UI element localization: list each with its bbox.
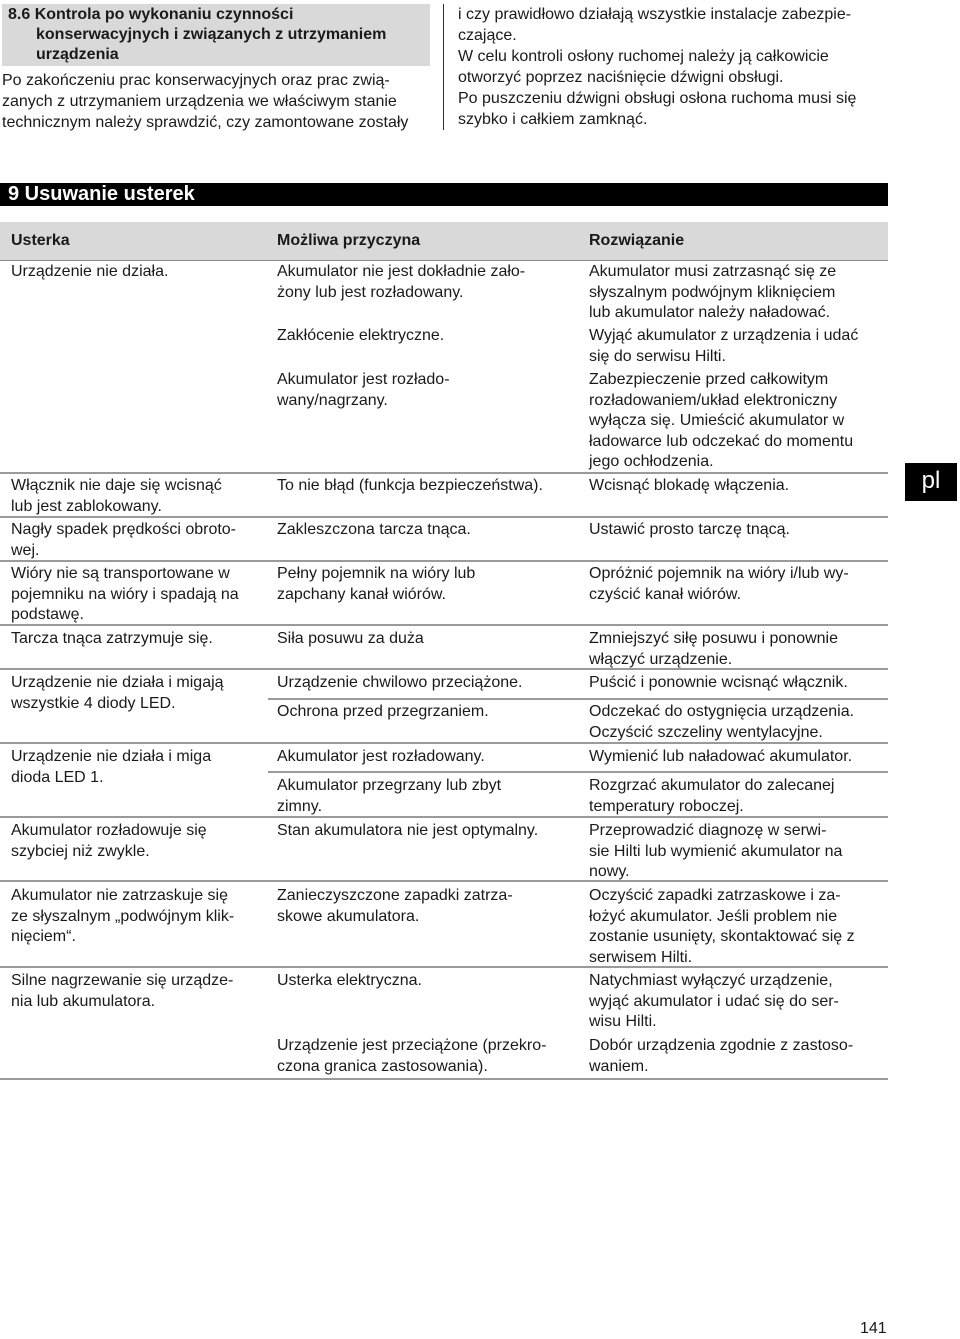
cell-line: Stan akumulatora nie jest optymalny.: [277, 822, 539, 839]
cell-line: rozładowaniem/układ elektroniczny: [589, 391, 838, 409]
cell-line: pojemniku na wióry i spadają na: [11, 585, 239, 603]
cause-cell: [277, 821, 538, 842]
row-divider: [0, 880, 888, 882]
cell-line: Zanieczyszczone zapadki zatrza-: [277, 887, 513, 904]
row-divider: [0, 742, 888, 744]
cause-cell: [277, 886, 513, 927]
cell-line: Dobór urządzenia zgodnie z zastoso-: [589, 1037, 854, 1054]
paragraph-line: czające.: [458, 27, 517, 44]
solution-cell: [589, 776, 834, 817]
cause-cell: [277, 776, 501, 817]
cell-line: ładowarce lub odczekać do momentu: [589, 432, 854, 450]
fault-cell: [11, 520, 236, 561]
cell-line: jego ochłodzenia.: [589, 453, 714, 470]
cell-line: Zakłócenie elektryczne.: [277, 327, 445, 344]
cell-line: Urządzenie jest przeciążone (przekro-: [277, 1037, 547, 1054]
fault-cell: [11, 262, 168, 283]
cell-line: zimny.: [277, 797, 323, 815]
cell-line: temperatury roboczej.: [589, 797, 744, 815]
solution-cell: [589, 629, 838, 670]
cell-line: To nie błąd (funkcja bezpieczeństwa).: [277, 477, 543, 494]
cell-line: Zabezpieczenie przed całkowitym: [589, 371, 829, 388]
cell-line: Opróżnić pojemnik na wióry i/lub wy-: [589, 565, 849, 582]
row-divider: [0, 560, 888, 562]
cell-line: wisu Hilti.: [589, 1013, 657, 1030]
cell-line: Wcisnąć blokadę włączenia.: [589, 477, 790, 494]
cell-line: Włącznik nie daje się wcisnąć: [11, 477, 222, 494]
cell-line: szybciej niż zwykle.: [11, 842, 150, 860]
cell-line: Siła posuwu za duża: [277, 630, 424, 647]
page-number: 141: [860, 1320, 887, 1337]
cell-line: czyścić kanał wiórów.: [589, 585, 742, 603]
solution-cell: [589, 476, 789, 497]
solution-cell: [589, 821, 842, 883]
cell-line: Akumulator jest rozłado-: [277, 371, 450, 388]
solution-cell: [589, 370, 853, 473]
cell-line: podstawę.: [11, 606, 84, 623]
paragraph-line: W celu kontroli osłony ruchomej należy ją całkowicie: [458, 48, 829, 65]
cell-line: się do serwisu Hilti.: [589, 347, 726, 365]
cause-cell: [277, 564, 475, 605]
section-paragraph-right: [458, 4, 890, 130]
cell-line: Nagły spadek prędkości obroto-: [11, 521, 237, 538]
cell-line: Urządzenie nie działa i miga: [11, 748, 212, 765]
row-divider: [0, 624, 888, 626]
chapter-heading: 9 Usuwanie usterek: [0, 183, 888, 206]
fault-cell: [11, 564, 239, 626]
language-tab: pl: [905, 463, 957, 501]
cell-line: Wióry nie są transportowane w: [11, 565, 230, 582]
column-divider: [443, 4, 444, 130]
fault-cell: [11, 971, 233, 1012]
cause-cell: [277, 520, 471, 541]
cell-line: Ustawić prosto tarczę tnącą.: [589, 521, 790, 538]
cell-line: Tarcza tnąca zatrzymuje się.: [11, 630, 213, 647]
cell-line: zostanie usunięty, skontaktować się z: [589, 928, 855, 945]
cell-line: Urządzenie nie działa i migają: [11, 674, 224, 691]
cell-line: Silne nagrzewanie się urządze-: [11, 972, 234, 989]
cell-line: Natychmiast wyłączyć urządzenie,: [589, 972, 833, 989]
cell-line: Akumulator rozładowuje się: [11, 822, 207, 839]
header-cause: Możliwa przyczyna: [277, 232, 421, 249]
cause-cell: [277, 673, 522, 694]
cell-line: Akumulator jest rozładowany.: [277, 748, 485, 765]
cell-line: lub jest zablokowany.: [11, 497, 162, 515]
sub-row-divider: [268, 771, 888, 773]
paragraph-line: Po puszczeniu dźwigni obsługi osłona ruchoma musi się: [458, 90, 857, 107]
paragraph-line: Po zakończeniu prac konserwacyjnych oraz prac zwią-: [2, 72, 390, 89]
cell-line: Zmniejszyć siłę posuwu i ponownie: [589, 630, 838, 647]
solution-cell: [589, 520, 790, 541]
cell-line: wyłącza się. Umieścić akumulator w: [589, 412, 845, 429]
row-divider: [0, 516, 888, 518]
cell-line: nięciem“.: [11, 928, 76, 945]
cause-cell: [277, 629, 424, 650]
cell-line: Akumulator nie jest dokładnie zało-: [277, 263, 526, 280]
cause-cell: [277, 747, 485, 768]
solution-cell: [589, 326, 858, 367]
solution-cell: [589, 673, 848, 694]
cell-line: wyjąć akumulator i udać się do ser-: [589, 992, 839, 1010]
paragraph-line: technicznym należy sprawdzić, czy zamontowane zostały: [2, 114, 409, 131]
fault-cell: [11, 673, 224, 714]
heading-line: urządzenia: [36, 46, 119, 63]
fault-cell: [11, 821, 207, 862]
table-header: [0, 222, 888, 261]
cell-line: wany/nagrzany.: [277, 391, 388, 409]
section-heading: [2, 4, 430, 66]
solution-cell: [589, 564, 849, 605]
cell-line: wszystkie 4 diody LED.: [11, 694, 176, 712]
solution-cell: [589, 1036, 853, 1077]
cell-line: ze słyszalnym „podwójnym klik-: [11, 907, 235, 925]
cell-line: czona granica zastosowania).: [277, 1057, 488, 1075]
cell-line: skowe akumulatora.: [277, 907, 420, 925]
cell-line: Wyjąć akumulator z urządzenia i udać: [589, 327, 859, 344]
cell-line: Urządzenie chwilowo przeciążone.: [277, 674, 523, 691]
cell-line: Ochrona przed przegrzaniem.: [277, 703, 489, 720]
cell-line: Wymienić lub naładować akumulator.: [589, 748, 853, 765]
section-paragraph-left: [2, 70, 430, 133]
cause-cell: [277, 971, 422, 992]
cause-cell: [277, 702, 489, 723]
cause-cell: [277, 262, 525, 303]
cell-line: włączyć urządzenie.: [589, 650, 733, 668]
cause-cell: [277, 370, 450, 411]
cell-line: Oczyścić zapadki zatrzaskowe i za-: [589, 887, 841, 904]
cell-line: serwisem Hilti.: [589, 948, 693, 966]
fault-cell: [11, 886, 234, 948]
solution-cell: [589, 971, 839, 1033]
cell-line: wej.: [11, 541, 40, 559]
header-fault: Usterka: [11, 232, 70, 249]
solution-cell: [589, 747, 852, 768]
cell-line: Zakleszczona tarcza tnąca.: [277, 521, 471, 538]
cell-line: Przeprowadzić diagnozę w serwi-: [589, 822, 827, 839]
row-divider: [0, 472, 888, 474]
cell-line: Akumulator musi zatrzasnąć się ze: [589, 263, 837, 280]
cell-line: dioda LED 1.: [11, 768, 104, 786]
cell-line: nowy.: [589, 863, 630, 880]
solution-cell: [589, 702, 854, 743]
heading-line: 8.6 Kontrola po wykonaniu czynności: [8, 6, 294, 23]
cell-line: Puścić i ponownie wcisnąć włącznik.: [589, 674, 848, 691]
sub-row-divider: [268, 698, 888, 700]
cell-line: Akumulator nie zatrzaskuje się: [11, 887, 228, 904]
fault-cell: [11, 747, 211, 788]
fault-cell: [11, 629, 213, 650]
section-8-6: [0, 0, 960, 140]
cell-line: żony lub jest rozładowany.: [277, 283, 464, 301]
cell-line: Akumulator przegrzany lub zbyt: [277, 777, 502, 794]
paragraph-line: i czy prawidłowo działają wszystkie instalacje zabezpie-: [458, 6, 852, 23]
row-divider: [0, 966, 888, 968]
cell-line: zapchany kanał wiórów.: [277, 585, 446, 603]
row-divider: [0, 1078, 888, 1080]
paragraph-line: szybko i całkiem zamknąć.: [458, 111, 648, 128]
header-solution: Rozwiązanie: [589, 232, 685, 249]
cell-line: Urządzenie nie działa.: [11, 263, 169, 280]
solution-cell: [589, 262, 836, 324]
section-left-column: [2, 4, 430, 133]
paragraph-line: otworzyć poprzez naciśnięcie dźwigni obsługi.: [458, 69, 784, 86]
cell-line: Oczyścić szczeliny wentylacyjne.: [589, 723, 823, 741]
cell-line: słyszalnym podwójnym kliknięciem: [589, 283, 836, 301]
cause-cell: [277, 476, 543, 497]
cause-cell: [277, 1036, 546, 1077]
cell-line: Pełny pojemnik na wióry lub: [277, 565, 476, 582]
cell-line: łożyć akumulator. Jeśli problem nie: [589, 907, 838, 925]
heading-line: konserwacyjnych i związanych z utrzymaniem: [36, 26, 387, 43]
cell-line: waniem.: [589, 1057, 649, 1075]
fault-cell: [11, 476, 222, 517]
cell-line: sie Hilti lub wymienić akumulator na: [589, 842, 843, 860]
row-divider: [0, 816, 888, 818]
solution-cell: [589, 886, 855, 968]
cell-line: lub akumulator należy naładować.: [589, 304, 831, 321]
cell-line: nia lub akumulatora.: [11, 992, 156, 1010]
cell-line: Usterka elektryczna.: [277, 972, 422, 989]
row-divider: [0, 668, 888, 670]
cause-cell: [277, 326, 444, 347]
cell-line: Rozgrzać akumulator do zalecanej: [589, 777, 835, 794]
paragraph-line: zanych z utrzymaniem urządzenia we właściwym stanie: [2, 93, 397, 110]
cell-line: Odczekać do ostygnięcia urządzenia.: [589, 703, 855, 720]
